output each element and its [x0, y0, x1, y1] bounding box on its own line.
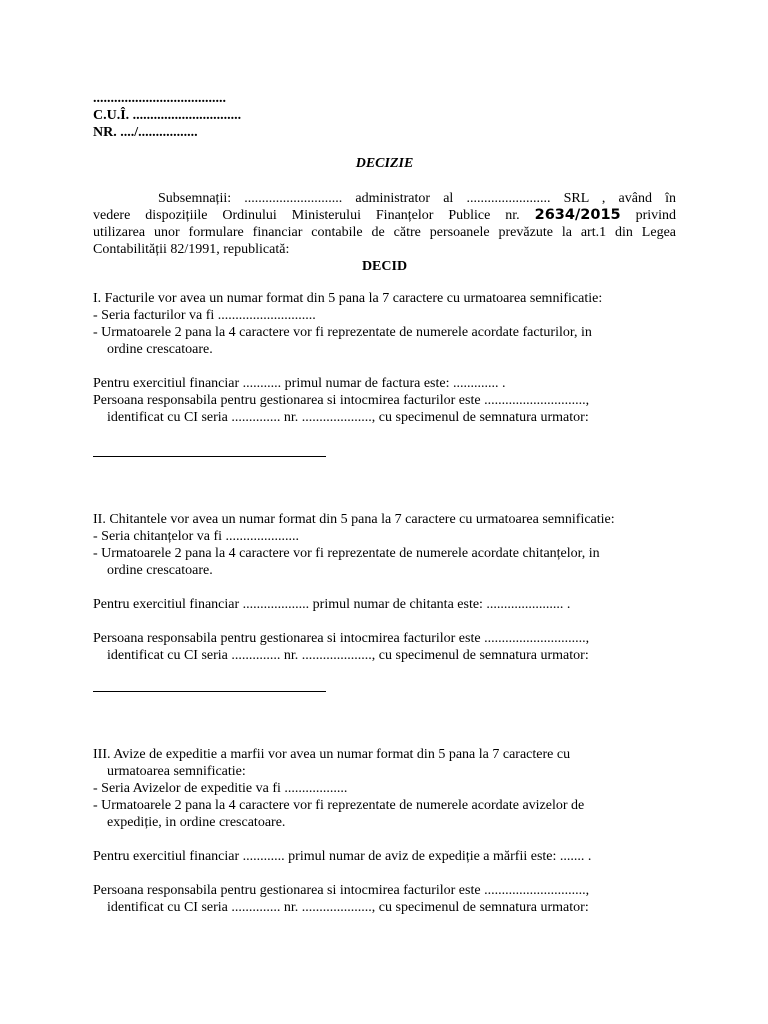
section-1-fiscal-year: Pentru exercitiul financiar ........... primul numar de factura este: ............. .	[93, 376, 506, 391]
section-3-responsible: Persoana responsabila pentru gestionarea si intocmirea facturilor este .............................,	[93, 883, 590, 898]
section-1-signature-line	[93, 456, 326, 457]
section-3-fiscal-year: Pentru exercitiul financiar ............ primul numar de aviz de expediție a mărfii este: ....... .	[93, 849, 592, 864]
preamble-line-2-text: vedere dispozițiile Ordinului Ministerului Finanțelor Publice nr.	[93, 208, 520, 223]
decid-heading: DECID	[361, 259, 408, 274]
nr-line: NR. ..../.................	[93, 125, 198, 140]
preamble-line-4: Contabilității 82/1991, republicată:	[93, 242, 290, 257]
section-2-id: identificat cu CI seria .............. nr. ...................., cu specimenul de semnatura urmator:	[107, 648, 589, 663]
section-3-series: - Seria Avizelor de expeditie va fi ..................	[93, 781, 348, 796]
section-2-series: - Seria chitanțelor va fi .....................	[93, 529, 300, 544]
order-number: 2634/2015	[534, 207, 621, 223]
section-3-id: identificat cu CI seria .............. nr. ...................., cu specimenul de semnatura urmator:	[107, 900, 589, 915]
section-3-order: expediție, in ordine crescatoare.	[107, 815, 286, 830]
section-1-responsible: Persoana responsabila pentru gestionarea si intocmirea facturilor este .............................,	[93, 393, 590, 408]
document-title: DECIZIE	[355, 156, 414, 171]
section-2-signature-line	[93, 691, 326, 692]
section-2-heading: II. Chitantele vor avea un numar format din 5 pana la 7 caractere cu urmatoarea semnificatie:	[93, 512, 615, 527]
section-1-series: - Seria facturilor va fi ............................	[93, 308, 316, 323]
cui-line: C.U.Î. ...............................	[93, 108, 242, 123]
section-3-numbering: - Urmatoarele 2 pana la 4 caractere vor fi reprezentate de numerele acordate avizelor de	[93, 798, 585, 813]
preamble-line-2	[93, 207, 676, 224]
section-1-order: ordine crescatoare.	[107, 342, 213, 357]
section-3-heading-cont: urmatoarea semnificatie:	[107, 764, 246, 779]
section-1-id: identificat cu CI seria .............. nr. ...................., cu specimenul de semnatura urmator:	[107, 410, 589, 425]
preamble-line-3: utilizarea unor formulare financiar contabile de către persoanele prevăzute la art.1 din Legea	[93, 225, 676, 240]
section-2-responsible: Persoana responsabila pentru gestionarea si intocmirea facturilor este .............................,	[93, 631, 590, 646]
section-3-heading: III. Avize de expeditie a marfii vor avea un numar format din 5 pana la 7 caractere cu	[93, 747, 571, 762]
section-2-fiscal-year: Pentru exercitiul financiar ................... primul numar de chitanta este: ...................... .	[93, 597, 571, 612]
section-1-numbering: - Urmatoarele 2 pana la 4 caractere vor fi reprezentate de numerele acordate facturilor, in	[93, 325, 592, 340]
section-2-numbering: - Urmatoarele 2 pana la 4 caractere vor fi reprezentate de numerele acordate chitanțelor, in	[93, 546, 600, 561]
section-1-heading: I. Facturile vor avea un numar format din 5 pana la 7 caractere cu urmatoarea semnificatie:	[93, 291, 603, 306]
preamble-line-1: Subsemnații: ............................ administrator al ........................ SRL , având în	[158, 191, 676, 206]
preamble-line-2-end: privind	[635, 208, 677, 223]
company-name-line: ......................................	[93, 91, 226, 106]
section-2-order: ordine crescatoare.	[107, 563, 213, 578]
